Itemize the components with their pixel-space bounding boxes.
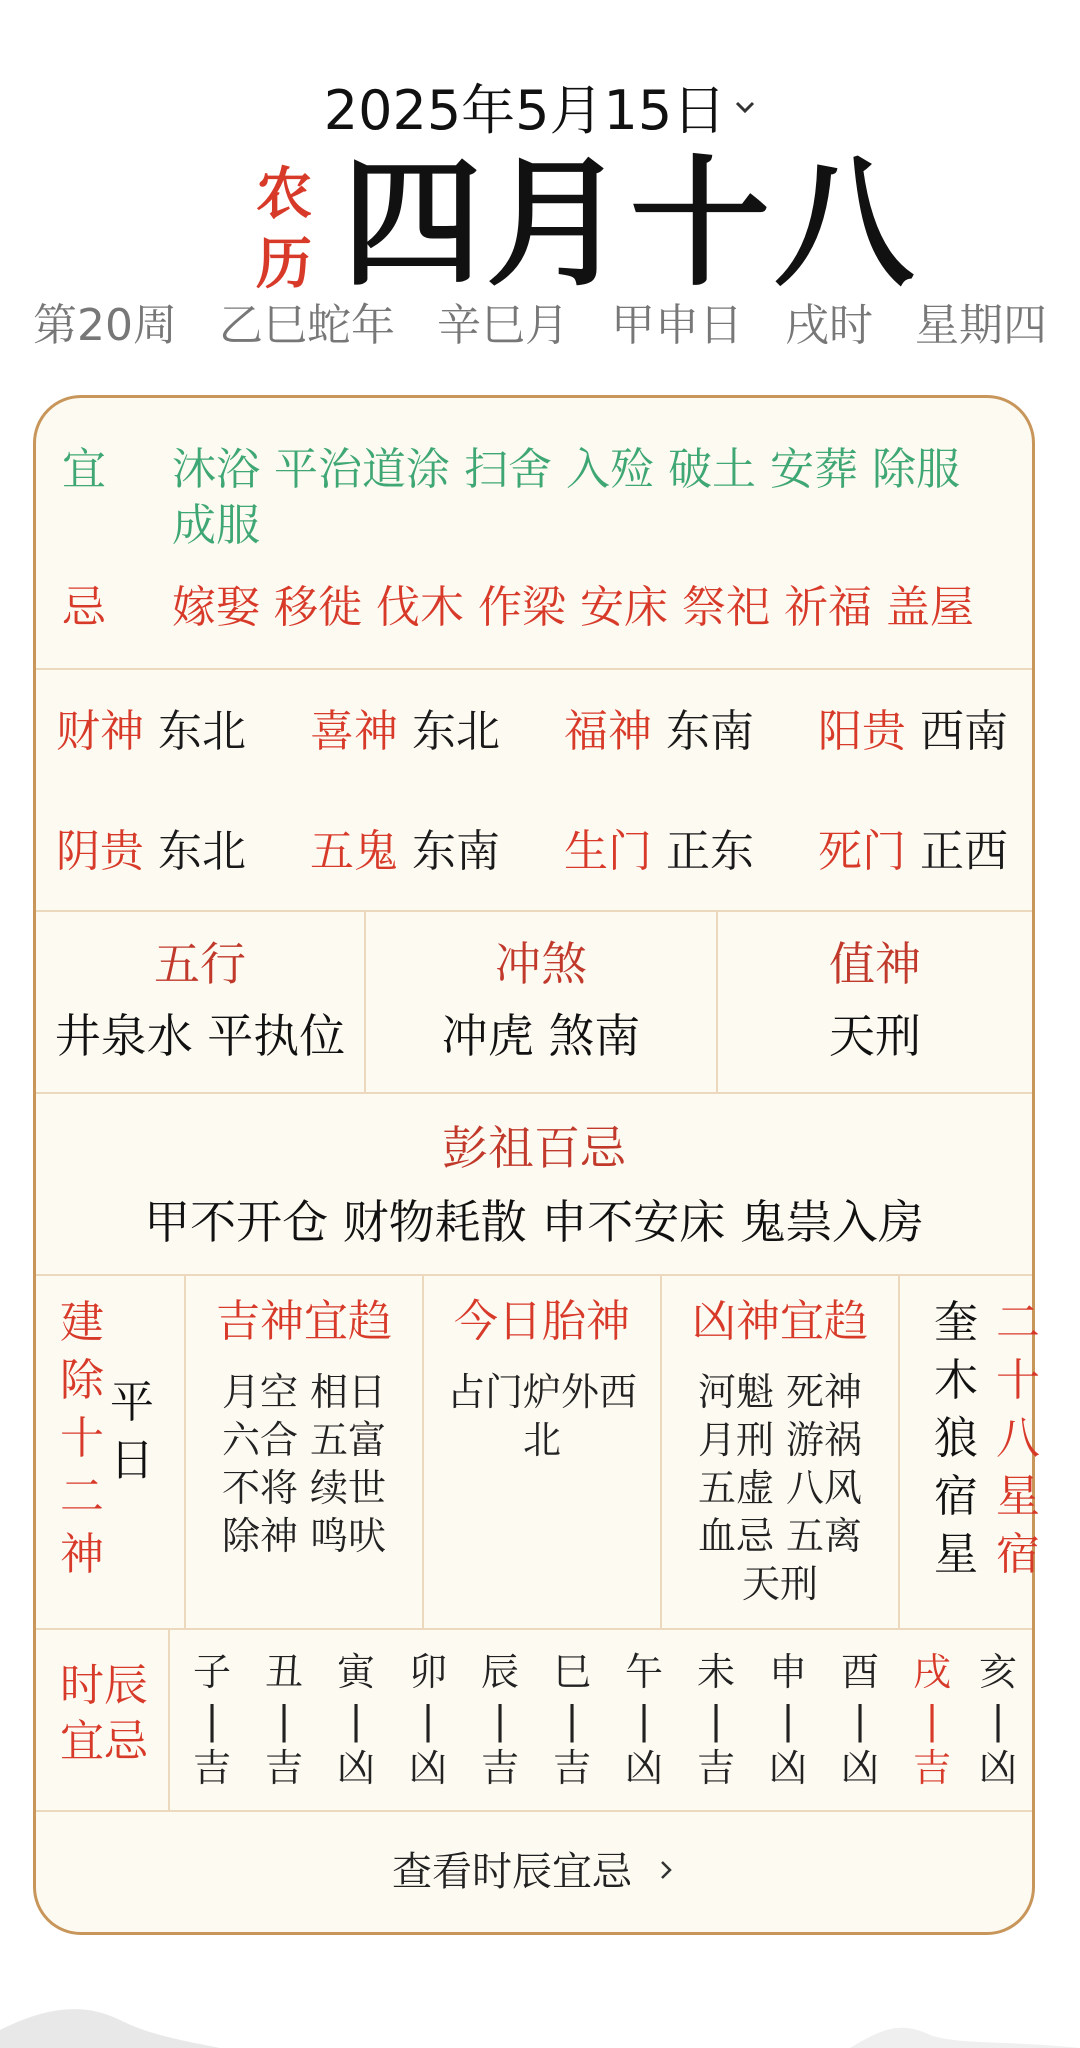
- xiongshen-title: 凶神宜趋: [692, 1296, 868, 1347]
- hour-item-current: [902, 1648, 962, 1792]
- hour-separator: |: [277, 1698, 291, 1742]
- xiongshen-line: 血忌 五离: [697, 1514, 863, 1558]
- shichen-label-bottom: 宜忌: [60, 1716, 148, 1767]
- hour-branch: 午: [624, 1650, 663, 1694]
- shichen-label-top: 时辰: [60, 1660, 148, 1711]
- jianchu-label-char: 十: [60, 1413, 104, 1464]
- jishen-cell: [186, 1276, 422, 1628]
- yi-label: 宜: [62, 444, 106, 495]
- hour-luck: 吉: [552, 1746, 591, 1790]
- taishen-line: 北: [522, 1418, 561, 1462]
- jianchu-label-char: 建: [60, 1297, 104, 1348]
- deity-directions: [36, 670, 1032, 912]
- hour-luck: 吉: [912, 1746, 951, 1790]
- hour-item: [968, 1648, 1028, 1792]
- almanac-card: [33, 395, 1040, 1935]
- taishen-line: 占门炉外西: [446, 1370, 637, 1414]
- yi-item: 入殓: [566, 444, 654, 495]
- star-value-char: 木: [934, 1355, 978, 1406]
- hour-item: [398, 1648, 458, 1792]
- ji-row: [62, 580, 1012, 636]
- hour-item: [614, 1648, 674, 1792]
- jianchu-label: [56, 1294, 108, 1584]
- jishen-line: 除神 鸣吠: [221, 1514, 387, 1558]
- ji-item: 嫁娶: [172, 582, 260, 633]
- hour-branch: 丑: [264, 1650, 303, 1694]
- hour-separator: |: [349, 1698, 363, 1742]
- jianchu-value-char: 日: [110, 1435, 154, 1486]
- solar-date: 2025年5月15日: [323, 79, 727, 142]
- view-hours-button[interactable]: [36, 1812, 1032, 1932]
- deity-name: 喜神: [310, 706, 398, 757]
- ji-item: 祭祀: [682, 582, 770, 633]
- star-cell: [900, 1276, 1038, 1628]
- hour-branch: 戌: [912, 1650, 951, 1694]
- star-label: [992, 1294, 1044, 1584]
- hour-item: [758, 1648, 818, 1792]
- hour-luck: 凶: [978, 1746, 1017, 1790]
- yi-row: [62, 442, 1012, 554]
- jianchu-cell: [36, 1276, 184, 1628]
- deity-name: 福神: [564, 706, 652, 757]
- jianchu-label-char: 除: [60, 1355, 104, 1406]
- shichen-label: [44, 1658, 164, 1770]
- deity-direction-value: 东北: [158, 826, 246, 877]
- yi-item: 安葬: [770, 444, 858, 495]
- yi-items: [172, 442, 1012, 554]
- deity-direction: [56, 704, 246, 760]
- hour-luck: 吉: [696, 1746, 735, 1790]
- pengzu-section: [36, 1094, 1032, 1276]
- deity-direction: [310, 824, 500, 880]
- hour-luck: 吉: [192, 1746, 231, 1790]
- hour-separator: |: [421, 1698, 435, 1742]
- jishen-line: 六合 五富: [221, 1418, 387, 1462]
- ji-item: 安床: [580, 582, 668, 633]
- weekday: 星期四: [915, 300, 1047, 351]
- pengzu-title: 彭祖百忌: [442, 1121, 626, 1175]
- deity-name: 财神: [56, 706, 144, 757]
- deity-direction: [564, 704, 754, 760]
- lunar-row: [0, 143, 1080, 306]
- chongsha-value: 冲虎 煞南: [441, 1009, 641, 1063]
- lunar-label-top: 农: [256, 162, 312, 227]
- yiji-section: [36, 398, 1032, 670]
- hour-branch: 辰: [480, 1650, 519, 1694]
- hour-luck: 凶: [624, 1746, 663, 1790]
- star-label-char: 十: [996, 1355, 1040, 1406]
- hour-separator: |: [781, 1698, 795, 1742]
- hour-separator: |: [637, 1698, 651, 1742]
- deity-direction-value: 正东: [666, 826, 754, 877]
- deity-name: 阳贵: [818, 706, 906, 757]
- hour-separator: |: [709, 1698, 723, 1742]
- star-label-char: 宿: [996, 1529, 1040, 1580]
- hour-branch: 申: [768, 1650, 807, 1694]
- deity-direction: [818, 704, 1008, 760]
- deity-name: 五鬼: [310, 826, 398, 877]
- hour-luck: 吉: [480, 1746, 519, 1790]
- hour-luck: 吉: [264, 1746, 303, 1790]
- xiongshen-list: [662, 1368, 898, 1608]
- jianchu-label-char: 二: [60, 1471, 104, 1522]
- hour-item: [686, 1648, 746, 1792]
- hour-separator: |: [853, 1698, 867, 1742]
- star-label-char: 二: [996, 1297, 1040, 1348]
- star-value-char: 奎: [934, 1297, 978, 1348]
- wuxing-chongsha-zhishen: [36, 912, 1032, 1094]
- ji-item: 伐木: [376, 582, 464, 633]
- hour-item: [182, 1648, 242, 1792]
- jishen-list: [186, 1368, 422, 1560]
- xiongshen-cell: [662, 1276, 898, 1628]
- deity-direction-value: 东南: [666, 706, 754, 757]
- jishen-line: 不将 续世: [221, 1466, 387, 1510]
- taishen-text: [424, 1368, 660, 1464]
- pengzu-value: 甲不开仓 财物耗散 申不安床 鬼祟入房: [144, 1195, 924, 1249]
- jianchu-label-char: 神: [60, 1529, 104, 1580]
- mountain-decoration: [0, 1990, 1080, 2048]
- hour-branch: 寅: [336, 1650, 375, 1694]
- hour-separator: |: [991, 1698, 1005, 1742]
- month-ganzhi: 辛巳月: [437, 300, 569, 351]
- jishen-title: 吉神宜趋: [216, 1296, 392, 1347]
- xiongshen-line: 月刑 游祸: [697, 1418, 863, 1462]
- lunar-label-bottom: 历: [256, 232, 312, 297]
- lunar-date: 四月十八: [342, 143, 919, 306]
- deity-direction-value: 西南: [920, 706, 1008, 757]
- deity-name: 阴贵: [56, 826, 144, 877]
- yi-item: 平治道涂: [274, 444, 450, 495]
- chongsha-title: 冲煞: [495, 937, 587, 991]
- ji-items: [172, 580, 1012, 636]
- hour-branch: 巳: [552, 1650, 591, 1694]
- taishen-title: 今日胎神: [454, 1296, 630, 1347]
- year-ganzhi: 乙巳蛇年: [219, 300, 395, 351]
- lunar-label: [252, 160, 316, 300]
- hour-separator: |: [205, 1698, 219, 1742]
- star-label-char: 八: [996, 1413, 1040, 1464]
- ji-item: 移徙: [274, 582, 362, 633]
- ji-item: 盖屋: [886, 582, 974, 633]
- hour-item: [326, 1648, 386, 1792]
- yi-item: 成服: [172, 500, 260, 551]
- day-ganzhi: 甲申日: [611, 300, 743, 351]
- yi-item: 扫舍: [464, 444, 552, 495]
- yi-item: 破土: [668, 444, 756, 495]
- deity-name: 生门: [564, 826, 652, 877]
- ganzhi-row: [0, 296, 1080, 356]
- hour-item: [254, 1648, 314, 1792]
- ji-item: 祈福: [784, 582, 872, 633]
- hour-branch: 酉: [840, 1650, 879, 1694]
- hour-branch: 未: [696, 1650, 735, 1694]
- xiongshen-line: 天刑: [741, 1562, 818, 1606]
- star-value: [930, 1294, 982, 1584]
- deity-direction: [310, 704, 500, 760]
- hour-branch: 亥: [978, 1650, 1017, 1694]
- hour-separator: |: [925, 1698, 939, 1742]
- zhishen-title: 值神: [829, 937, 921, 991]
- week-number: 第20周: [33, 300, 177, 351]
- hour-luck: 凶: [840, 1746, 879, 1790]
- wuxing-cell: [36, 912, 364, 1092]
- chongsha-cell: [366, 912, 716, 1092]
- chevron-down-icon: [734, 96, 756, 118]
- xiongshen-line: 河魁 死神: [697, 1370, 863, 1414]
- star-value-char: 星: [934, 1529, 978, 1580]
- hour-branch: 卯: [408, 1650, 447, 1694]
- zhishen-cell: [718, 912, 1032, 1092]
- deity-direction-value: 东北: [158, 706, 246, 757]
- yi-item: 除服: [872, 444, 960, 495]
- wuxing-title: 五行: [154, 937, 246, 991]
- deity-direction-value: 东北: [412, 706, 500, 757]
- xiongshen-line: 五虚 八风: [697, 1466, 863, 1510]
- hour-ganzhi: 戌时: [785, 300, 873, 351]
- star-label-char: 星: [996, 1471, 1040, 1522]
- chevron-right-icon: [656, 1860, 676, 1880]
- hour-separator: |: [565, 1698, 579, 1742]
- jianchu-value: [106, 1374, 158, 1490]
- hour-item: [830, 1648, 890, 1792]
- date-picker[interactable]: [0, 78, 1080, 144]
- yi-item: 沐浴: [172, 444, 260, 495]
- deity-direction: [56, 824, 246, 880]
- hour-item: [542, 1648, 602, 1792]
- hour-luck: 凶: [768, 1746, 807, 1790]
- deity-direction: [818, 824, 1008, 880]
- jianchu-value-char: 平: [110, 1377, 154, 1428]
- jishen-line: 月空 相日: [221, 1370, 387, 1414]
- divider: [168, 1630, 170, 1810]
- taishen-cell: [424, 1276, 660, 1628]
- gods-section: [36, 1276, 1040, 1630]
- deity-direction-value: 正西: [920, 826, 1008, 877]
- hour-luck: 凶: [336, 1746, 375, 1790]
- star-value-char: 狼: [934, 1413, 978, 1464]
- deity-direction: [564, 824, 754, 880]
- ji-label: 忌: [62, 582, 106, 633]
- star-value-char: 宿: [934, 1471, 978, 1522]
- wuxing-value: 井泉水 平执位: [54, 1009, 346, 1063]
- deity-direction-value: 东南: [412, 826, 500, 877]
- zhishen-value: 天刑: [829, 1009, 921, 1063]
- shichen-section: [36, 1630, 1032, 1812]
- hour-luck: 凶: [408, 1746, 447, 1790]
- deity-name: 死门: [818, 826, 906, 877]
- view-hours-label: 查看时辰宜忌: [392, 1849, 632, 1895]
- hour-separator: |: [493, 1698, 507, 1742]
- hour-branch: 子: [192, 1650, 231, 1694]
- ji-item: 作梁: [478, 582, 566, 633]
- hour-item: [470, 1648, 530, 1792]
